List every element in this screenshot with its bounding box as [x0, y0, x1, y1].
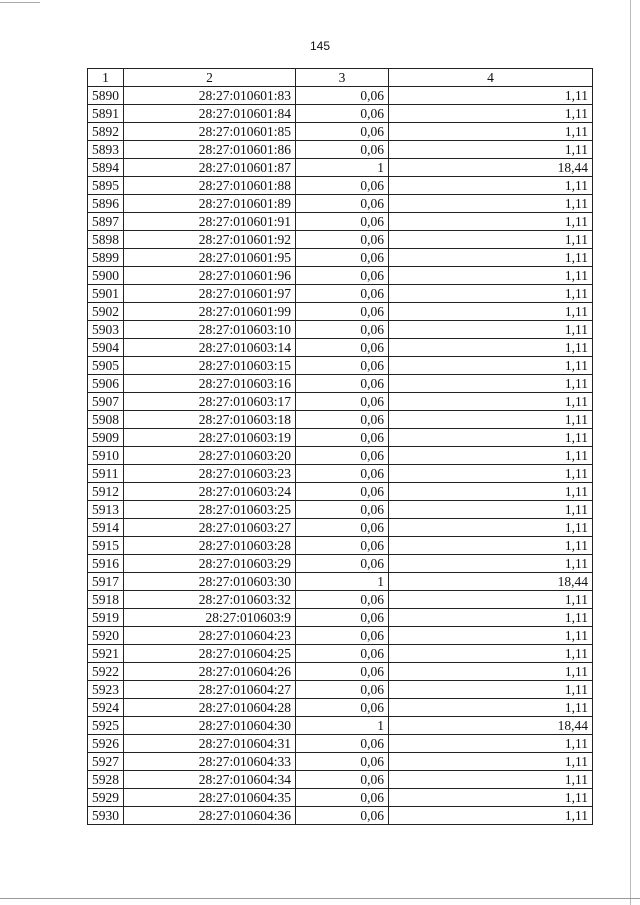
cell-row-number: 5913 — [88, 501, 124, 519]
cell-area: 0,06 — [296, 627, 389, 645]
cell-area: 0,06 — [296, 681, 389, 699]
cell-value: 1,11 — [389, 177, 593, 195]
cell-value: 1,11 — [389, 501, 593, 519]
cell-row-number: 5928 — [88, 771, 124, 789]
cell-row-number: 5908 — [88, 411, 124, 429]
cell-cadastral-number: 28:27:010603:9 — [124, 609, 296, 627]
table-row — [88, 339, 593, 357]
table-row — [88, 159, 593, 177]
table-row — [88, 717, 593, 735]
table-row — [88, 465, 593, 483]
cell-cadastral-number: 28:27:010604:30 — [124, 717, 296, 735]
cell-row-number: 5915 — [88, 537, 124, 555]
cell-area: 0,06 — [296, 87, 389, 105]
cell-value: 1,11 — [389, 645, 593, 663]
cell-area: 0,06 — [296, 771, 389, 789]
cell-row-number: 5901 — [88, 285, 124, 303]
cell-row-number: 5926 — [88, 735, 124, 753]
cell-row-number: 5921 — [88, 645, 124, 663]
cell-row-number: 5918 — [88, 591, 124, 609]
cell-value: 1,11 — [389, 141, 593, 159]
table-row — [88, 195, 593, 213]
table-row — [88, 357, 593, 375]
cell-value: 1,11 — [389, 267, 593, 285]
cell-cadastral-number: 28:27:010603:24 — [124, 483, 296, 501]
cell-value: 1,11 — [389, 609, 593, 627]
cell-value: 1,11 — [389, 393, 593, 411]
cell-row-number: 5900 — [88, 267, 124, 285]
column-header-2: 2 — [124, 69, 296, 87]
cell-value: 1,11 — [389, 375, 593, 393]
cell-cadastral-number: 28:27:010604:28 — [124, 699, 296, 717]
cell-row-number: 5919 — [88, 609, 124, 627]
cell-value: 1,11 — [389, 753, 593, 771]
cell-area: 0,06 — [296, 465, 389, 483]
cell-cadastral-number: 28:27:010604:34 — [124, 771, 296, 789]
cell-value: 1,11 — [389, 735, 593, 753]
table-row — [88, 501, 593, 519]
cell-row-number: 5894 — [88, 159, 124, 177]
cell-area: 0,06 — [296, 591, 389, 609]
cell-row-number: 5891 — [88, 105, 124, 123]
cell-cadastral-number: 28:27:010603:32 — [124, 591, 296, 609]
cell-row-number: 5902 — [88, 303, 124, 321]
cell-value: 1,11 — [389, 195, 593, 213]
cell-row-number: 5907 — [88, 393, 124, 411]
cell-row-number: 5892 — [88, 123, 124, 141]
cell-row-number: 5896 — [88, 195, 124, 213]
cell-area: 0,06 — [296, 177, 389, 195]
cell-area: 0,06 — [296, 393, 389, 411]
cell-value: 1,11 — [389, 447, 593, 465]
scan-edge-right — [630, 0, 631, 905]
cell-row-number: 5897 — [88, 213, 124, 231]
cell-cadastral-number: 28:27:010603:10 — [124, 321, 296, 339]
cell-cadastral-number: 28:27:010603:28 — [124, 537, 296, 555]
table-row — [88, 627, 593, 645]
table-row — [88, 177, 593, 195]
cell-value: 1,11 — [389, 519, 593, 537]
cell-area: 0,06 — [296, 195, 389, 213]
cell-value: 1,11 — [389, 537, 593, 555]
cell-cadastral-number: 28:27:010603:19 — [124, 429, 296, 447]
cell-value: 1,11 — [389, 213, 593, 231]
cell-value: 1,11 — [389, 411, 593, 429]
cell-cadastral-number: 28:27:010604:31 — [124, 735, 296, 753]
cell-area: 1 — [296, 159, 389, 177]
cell-row-number: 5903 — [88, 321, 124, 339]
cell-row-number: 5927 — [88, 753, 124, 771]
table-row — [88, 519, 593, 537]
cell-area: 0,06 — [296, 375, 389, 393]
cell-value: 18,44 — [389, 573, 593, 591]
table-row — [88, 375, 593, 393]
table-row — [88, 141, 593, 159]
cell-area: 0,06 — [296, 141, 389, 159]
table-row — [88, 699, 593, 717]
cell-cadastral-number: 28:27:010604:36 — [124, 807, 296, 825]
cell-cadastral-number: 28:27:010603:14 — [124, 339, 296, 357]
cell-cadastral-number: 28:27:010604:25 — [124, 645, 296, 663]
cell-area: 0,06 — [296, 735, 389, 753]
cell-row-number: 5895 — [88, 177, 124, 195]
cell-value: 1,11 — [389, 123, 593, 141]
cell-value: 1,11 — [389, 663, 593, 681]
cell-area: 0,06 — [296, 645, 389, 663]
cell-cadastral-number: 28:27:010601:96 — [124, 267, 296, 285]
cell-cadastral-number: 28:27:010604:33 — [124, 753, 296, 771]
table-row — [88, 231, 593, 249]
column-header-4: 4 — [389, 69, 593, 87]
table-body — [88, 87, 593, 825]
cell-row-number: 5917 — [88, 573, 124, 591]
cell-cadastral-number: 28:27:010604:23 — [124, 627, 296, 645]
cell-row-number: 5925 — [88, 717, 124, 735]
cell-area: 0,06 — [296, 447, 389, 465]
cell-row-number: 5912 — [88, 483, 124, 501]
cell-row-number: 5916 — [88, 555, 124, 573]
cell-cadastral-number: 28:27:010601:99 — [124, 303, 296, 321]
cell-value: 1,11 — [389, 87, 593, 105]
cell-value: 1,11 — [389, 357, 593, 375]
table-row — [88, 753, 593, 771]
cell-area: 0,06 — [296, 357, 389, 375]
cell-area: 0,06 — [296, 663, 389, 681]
cell-value: 1,11 — [389, 231, 593, 249]
cell-cadastral-number: 28:27:010603:16 — [124, 375, 296, 393]
cell-value: 1,11 — [389, 627, 593, 645]
cell-area: 0,06 — [296, 555, 389, 573]
cell-row-number: 5923 — [88, 681, 124, 699]
cell-area: 1 — [296, 717, 389, 735]
table-row — [88, 735, 593, 753]
cell-value: 18,44 — [389, 159, 593, 177]
cell-value: 1,11 — [389, 105, 593, 123]
scan-edge-bottom — [0, 898, 640, 899]
page-number: 145 — [309, 39, 331, 53]
cell-row-number: 5899 — [88, 249, 124, 267]
table-row — [88, 87, 593, 105]
cell-value: 1,11 — [389, 321, 593, 339]
cell-area: 0,06 — [296, 519, 389, 537]
cell-cadastral-number: 28:27:010601:91 — [124, 213, 296, 231]
cell-row-number: 5893 — [88, 141, 124, 159]
cell-cadastral-number: 28:27:010604:35 — [124, 789, 296, 807]
cell-area: 0,06 — [296, 789, 389, 807]
column-header-1: 1 — [88, 69, 124, 87]
cell-area: 0,06 — [296, 609, 389, 627]
cell-row-number: 5909 — [88, 429, 124, 447]
cell-cadastral-number: 28:27:010603:27 — [124, 519, 296, 537]
cell-row-number: 5924 — [88, 699, 124, 717]
cell-area: 0,06 — [296, 807, 389, 825]
cell-cadastral-number: 28:27:010601:85 — [124, 123, 296, 141]
table-header-row — [88, 69, 593, 87]
table-row — [88, 321, 593, 339]
cell-area: 0,06 — [296, 483, 389, 501]
table-row — [88, 573, 593, 591]
cell-cadastral-number: 28:27:010601:86 — [124, 141, 296, 159]
cell-row-number: 5922 — [88, 663, 124, 681]
cell-area: 0,06 — [296, 267, 389, 285]
cell-cadastral-number: 28:27:010603:29 — [124, 555, 296, 573]
cell-value: 1,11 — [389, 591, 593, 609]
table-row — [88, 591, 593, 609]
cell-value: 1,11 — [389, 249, 593, 267]
cell-row-number: 5930 — [88, 807, 124, 825]
scan-edge-top — [0, 2, 40, 3]
table-row — [88, 789, 593, 807]
cell-cadastral-number: 28:27:010601:89 — [124, 195, 296, 213]
cell-value: 1,11 — [389, 483, 593, 501]
cell-cadastral-number: 28:27:010601:95 — [124, 249, 296, 267]
cell-value: 1,11 — [389, 465, 593, 483]
cell-cadastral-number: 28:27:010601:87 — [124, 159, 296, 177]
cell-cadastral-number: 28:27:010603:25 — [124, 501, 296, 519]
table-row — [88, 123, 593, 141]
cell-area: 0,06 — [296, 105, 389, 123]
cell-cadastral-number: 28:27:010604:26 — [124, 663, 296, 681]
cell-area: 0,06 — [296, 411, 389, 429]
cell-value: 1,11 — [389, 285, 593, 303]
table-row — [88, 303, 593, 321]
table-row — [88, 483, 593, 501]
cell-cadastral-number: 28:27:010603:15 — [124, 357, 296, 375]
table-row — [88, 285, 593, 303]
cell-value: 1,11 — [389, 429, 593, 447]
cell-row-number: 5929 — [88, 789, 124, 807]
cell-value: 1,11 — [389, 771, 593, 789]
cell-area: 0,06 — [296, 249, 389, 267]
cell-area: 0,06 — [296, 339, 389, 357]
cell-area: 0,06 — [296, 699, 389, 717]
cell-area: 0,06 — [296, 321, 389, 339]
cell-area: 0,06 — [296, 285, 389, 303]
cell-area: 0,06 — [296, 753, 389, 771]
table-row — [88, 537, 593, 555]
cell-cadastral-number: 28:27:010603:17 — [124, 393, 296, 411]
cell-area: 0,06 — [296, 429, 389, 447]
table-row — [88, 411, 593, 429]
cell-value: 1,11 — [389, 339, 593, 357]
cell-area: 0,06 — [296, 501, 389, 519]
cell-value: 1,11 — [389, 699, 593, 717]
cell-cadastral-number: 28:27:010603:18 — [124, 411, 296, 429]
cell-value: 1,11 — [389, 681, 593, 699]
cell-row-number: 5910 — [88, 447, 124, 465]
table-row — [88, 105, 593, 123]
cell-area: 1 — [296, 573, 389, 591]
cell-row-number: 5914 — [88, 519, 124, 537]
table-row — [88, 771, 593, 789]
table-row — [88, 609, 593, 627]
cell-area: 0,06 — [296, 537, 389, 555]
table-row — [88, 555, 593, 573]
cell-value: 18,44 — [389, 717, 593, 735]
cell-row-number: 5920 — [88, 627, 124, 645]
cell-area: 0,06 — [296, 303, 389, 321]
table-row — [88, 213, 593, 231]
data-table — [87, 68, 593, 825]
cell-cadastral-number: 28:27:010603:20 — [124, 447, 296, 465]
cell-cadastral-number: 28:27:010601:92 — [124, 231, 296, 249]
cell-value: 1,11 — [389, 789, 593, 807]
table-row — [88, 447, 593, 465]
cell-cadastral-number: 28:27:010601:88 — [124, 177, 296, 195]
cell-cadastral-number: 28:27:010603:23 — [124, 465, 296, 483]
cell-row-number: 5904 — [88, 339, 124, 357]
table-row — [88, 393, 593, 411]
table-row — [88, 807, 593, 825]
cell-value: 1,11 — [389, 807, 593, 825]
cell-value: 1,11 — [389, 555, 593, 573]
table-row — [88, 681, 593, 699]
cell-row-number: 5890 — [88, 87, 124, 105]
cell-area: 0,06 — [296, 123, 389, 141]
cell-cadastral-number: 28:27:010601:84 — [124, 105, 296, 123]
table-row — [88, 663, 593, 681]
table-row — [88, 429, 593, 447]
cell-cadastral-number: 28:27:010601:97 — [124, 285, 296, 303]
cell-cadastral-number: 28:27:010604:27 — [124, 681, 296, 699]
cell-cadastral-number: 28:27:010603:30 — [124, 573, 296, 591]
cell-row-number: 5898 — [88, 231, 124, 249]
cell-area: 0,06 — [296, 213, 389, 231]
cell-row-number: 5911 — [88, 465, 124, 483]
column-header-3: 3 — [296, 69, 389, 87]
cell-row-number: 5906 — [88, 375, 124, 393]
cell-row-number: 5905 — [88, 357, 124, 375]
table-row — [88, 645, 593, 663]
cell-area: 0,06 — [296, 231, 389, 249]
table-row — [88, 249, 593, 267]
cell-cadastral-number: 28:27:010601:83 — [124, 87, 296, 105]
cell-value: 1,11 — [389, 303, 593, 321]
table-row — [88, 267, 593, 285]
